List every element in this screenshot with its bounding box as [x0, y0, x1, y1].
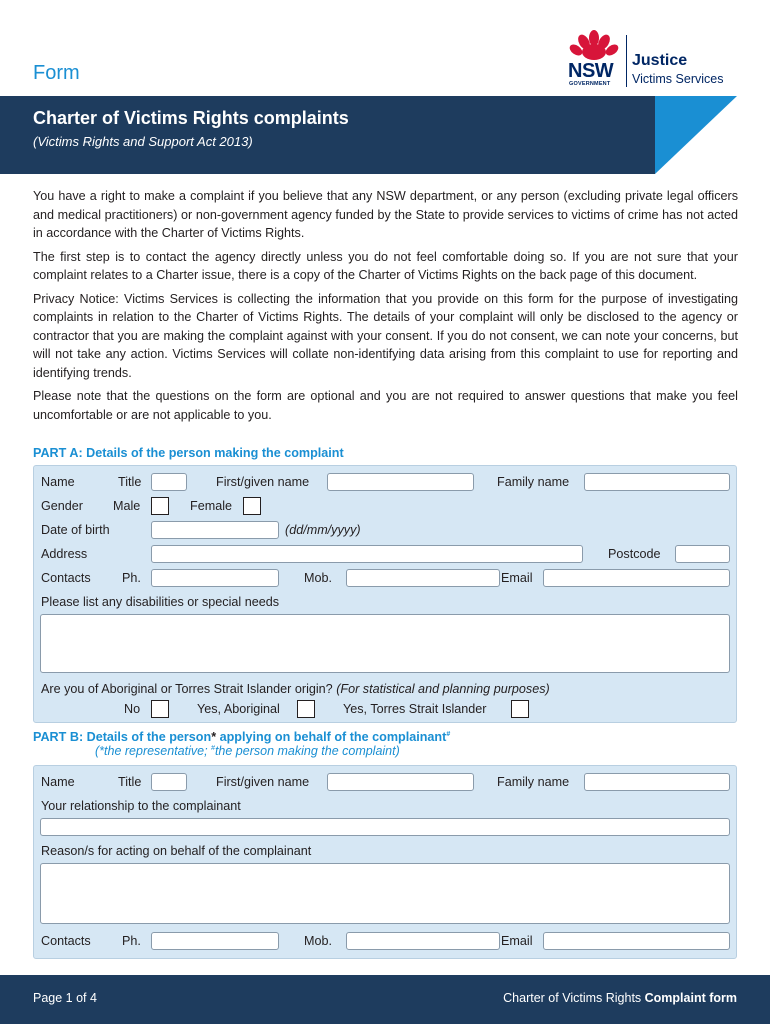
- hash-mark: #: [446, 730, 451, 738]
- origin-question-text: Are you of Aboriginal or Torres Strait Islander origin?: [41, 682, 333, 696]
- page-footer: [0, 975, 770, 1024]
- logo-justice: Justice: [632, 52, 688, 69]
- tsi-label: Yes, Torres Strait Islander: [343, 702, 487, 716]
- form-label: Form: [33, 62, 80, 84]
- logo-divider: [626, 35, 627, 87]
- asterisk-mark: *: [211, 730, 217, 744]
- title-label: Title: [118, 775, 142, 789]
- dob-label: Date of birth: [41, 523, 110, 537]
- rep-family-name-input[interactable]: [584, 773, 730, 791]
- page-number: Page 1 of 4: [33, 991, 97, 1005]
- part-b-heading-start: PART B: Details of the person: [33, 730, 212, 744]
- origin-note: (For statistical and planning purposes): [336, 682, 550, 696]
- phone-input[interactable]: [151, 569, 279, 587]
- title-label: Title: [118, 475, 142, 489]
- address-label: Address: [41, 547, 88, 561]
- reasons-textarea[interactable]: [40, 863, 730, 924]
- rep-title-input[interactable]: [151, 773, 187, 791]
- banner-triangle: [655, 96, 737, 174]
- origin-question: [41, 682, 550, 696]
- privacy-notice: Privacy Notice: Victims Services is collecting the information that you provide on this form for the purpose of investigating complaints in relation to the Charter of Victims Rights. The details of your complaint will only be disclosed to the agency or contractor that you are making the complaint against with your consent. If you do not consent, we can note your concerns, but will not take any action. Victims Services will collate non-identifying data arising from this complaint to use for reporting and identifying trends.: [33, 291, 738, 380]
- phone-label: Ph.: [122, 934, 141, 948]
- gender-label: Gender: [41, 499, 84, 513]
- logo-government: GOVERNMENT: [569, 81, 611, 87]
- page-subtitle: (Victims Rights and Support Act 2013): [33, 134, 253, 149]
- email-label: Email: [501, 934, 533, 948]
- rep-email-input[interactable]: [543, 932, 730, 950]
- relationship-input[interactable]: [40, 818, 730, 836]
- intro-paragraph: Please note that the questions on the form are optional and you are not required to answer questions that make you feel uncomfortable or are not applicable to you.: [33, 389, 738, 422]
- rep-phone-input[interactable]: [151, 932, 279, 950]
- postcode-label: Postcode: [608, 547, 661, 561]
- dob-format-hint: (dd/mm/yyyy): [285, 523, 361, 537]
- family-name-input[interactable]: [584, 473, 730, 491]
- logo-division: Victims Services: [632, 72, 724, 86]
- logo-nsw: NSW: [568, 60, 614, 82]
- female-label: Female: [190, 499, 232, 513]
- part-b-section: [33, 765, 737, 959]
- part-b-note: [95, 744, 400, 758]
- origin-no-label: No: [124, 702, 141, 716]
- male-label: Male: [113, 499, 141, 513]
- mobile-label: Mob.: [304, 571, 332, 585]
- footer-doc-name: Charter of Victims Rights: [503, 991, 645, 1005]
- tsi-checkbox[interactable]: [511, 700, 529, 718]
- female-checkbox[interactable]: [243, 497, 261, 515]
- part-a-section: [33, 465, 737, 723]
- family-name-label: Family name: [497, 775, 570, 789]
- footer-doc-type: Complaint form: [644, 991, 737, 1005]
- part-b-heading: [33, 730, 450, 744]
- intro-paragraph: You have a right to make a complaint if you believe that any NSW department, or any person (excluding private legal officers and medical practitioners) or non-government agency funded by the State to provide services to victims of crime has not acted in accordance with the Charter of Victims Rights.: [33, 189, 738, 240]
- aboriginal-checkbox[interactable]: [297, 700, 315, 718]
- relationship-label: Your relationship to the complainant: [41, 799, 241, 813]
- page-title: Charter of Victims Rights complaints: [33, 108, 349, 128]
- title-banner: [0, 96, 655, 174]
- intro-text: [33, 187, 738, 429]
- email-label: Email: [501, 571, 533, 585]
- disabilities-label: Please list any disabilities or special needs: [41, 595, 280, 609]
- part-b-heading-end: applying on behalf of the complainant: [216, 730, 447, 744]
- name-label: Name: [41, 475, 75, 489]
- dob-input[interactable]: [151, 521, 279, 539]
- nsw-justice-logo: [566, 30, 746, 90]
- part-b-note-start: (*the representative;: [95, 744, 212, 758]
- footer-document-name: [503, 991, 737, 1005]
- origin-no-checkbox[interactable]: [151, 700, 169, 718]
- part-a-heading: PART A: Details of the person making the complaint: [33, 446, 344, 460]
- waratah-icon: [566, 30, 622, 64]
- first-name-label: First/given name: [216, 475, 310, 489]
- address-input[interactable]: [151, 545, 583, 563]
- intro-paragraph: The first step is to contact the agency directly unless you do not feel comfortable doing so. If you are not sure that your complaint relates to a Charter issue, there is a copy of the Charter of Victims Rights on the back page of this document.: [33, 249, 738, 282]
- hash-mark: #: [211, 744, 215, 752]
- family-name-label: Family name: [497, 475, 570, 489]
- email-input[interactable]: [543, 569, 730, 587]
- part-b-note-end: the person making the complaint): [214, 744, 400, 758]
- first-name-label: First/given name: [216, 775, 310, 789]
- name-label: Name: [41, 775, 75, 789]
- contacts-label: Contacts: [41, 571, 91, 585]
- mobile-label: Mob.: [304, 934, 332, 948]
- rep-first-name-input[interactable]: [327, 773, 474, 791]
- aboriginal-label: Yes, Aboriginal: [197, 702, 280, 716]
- first-name-input[interactable]: [327, 473, 474, 491]
- rep-mobile-input[interactable]: [346, 932, 500, 950]
- postcode-input[interactable]: [675, 545, 730, 563]
- title-input[interactable]: [151, 473, 187, 491]
- male-checkbox[interactable]: [151, 497, 169, 515]
- disabilities-textarea[interactable]: [40, 614, 730, 673]
- reasons-label: Reason/s for acting on behalf of the complainant: [41, 844, 312, 858]
- phone-label: Ph.: [122, 571, 141, 585]
- mobile-input[interactable]: [346, 569, 500, 587]
- contacts-label: Contacts: [41, 934, 91, 948]
